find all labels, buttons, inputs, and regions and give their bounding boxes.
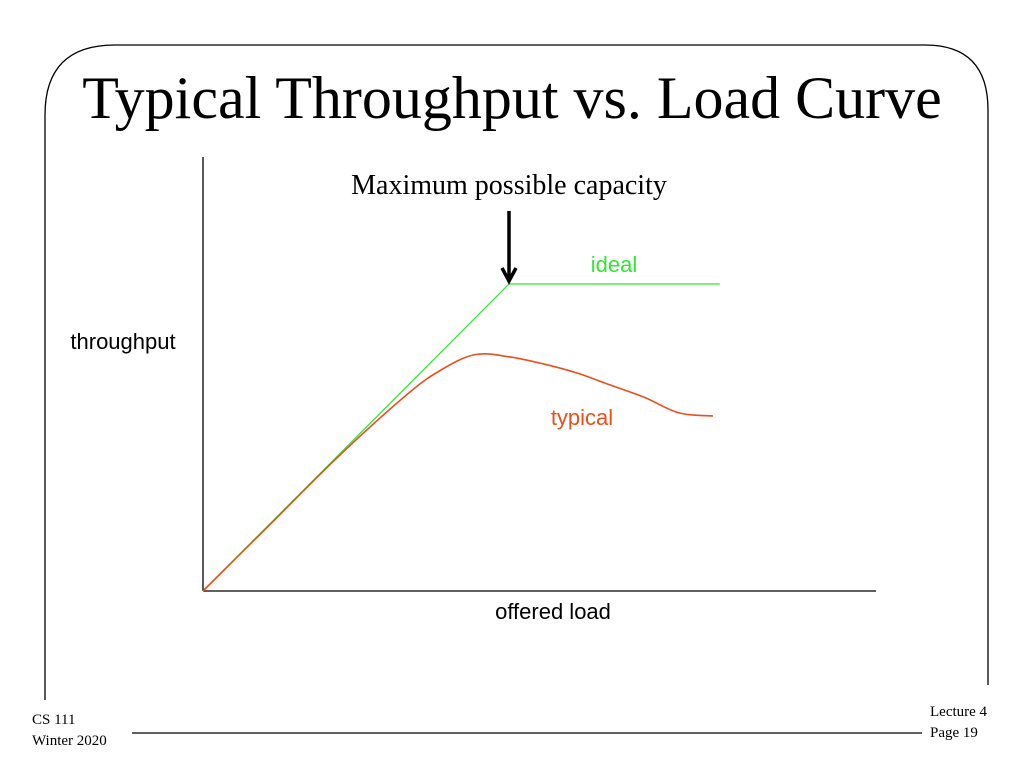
footer-course: CS 111: [32, 712, 76, 728]
footer-lecture: Lecture 4: [930, 704, 988, 720]
footer-course-info: [32, 710, 107, 752]
series-typical-line: [203, 354, 713, 591]
footer-term: Winter 2020: [32, 733, 107, 749]
series-typical-label: typical: [550, 405, 614, 430]
footer-page: Page 19: [930, 725, 978, 741]
max-capacity-annotation: Maximum possible capacity: [351, 170, 667, 201]
series-ideal-label: ideal: [590, 252, 638, 277]
x-axis-label: offered load: [495, 599, 611, 624]
slide-title: Typical Throughput vs. Load Curve: [82, 65, 942, 131]
y-axis-label: throughput: [70, 329, 176, 354]
series-ideal-line: [203, 284, 720, 591]
footer-page-info: [930, 702, 987, 744]
